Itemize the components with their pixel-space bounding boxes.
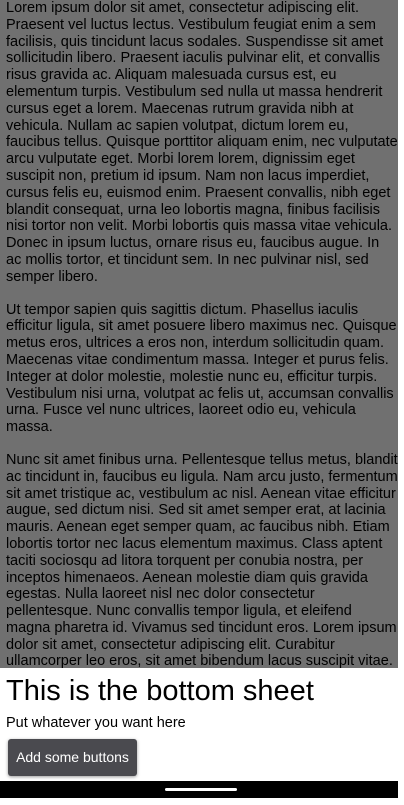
navigation-bar [0, 781, 398, 798]
bottom-sheet-subtitle: Put whatever you want here [6, 715, 186, 731]
bottom-sheet-title: This is the bottom sheet [6, 675, 314, 707]
home-indicator[interactable] [165, 788, 237, 791]
bottom-sheet [0, 668, 398, 781]
bottom-strip [0, 798, 404, 805]
right-gutter [398, 0, 404, 805]
add-buttons-button[interactable]: Add some buttons [8, 739, 137, 776]
